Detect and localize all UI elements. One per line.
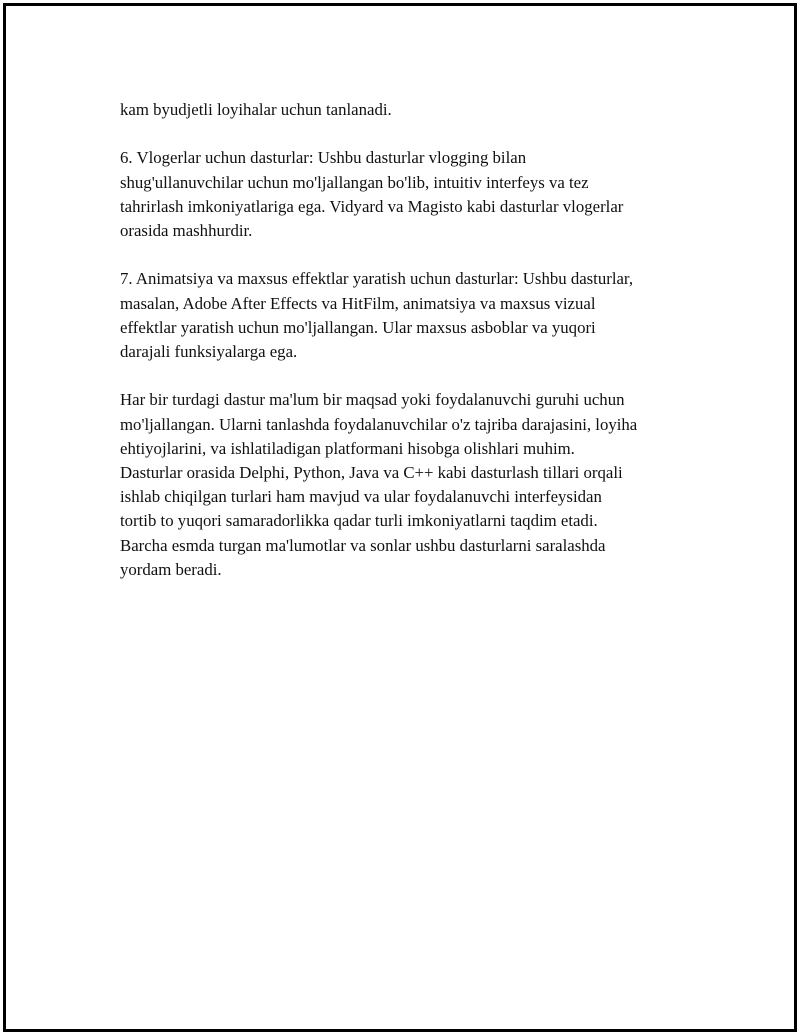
text-line: tahrirlash imkoniyatlariga ega. Vidyard va Magisto kabi dasturlar vlogerlar	[120, 196, 624, 216]
text-line: kam byudjetli loyihalar uchun tanlanadi.	[120, 100, 392, 119]
text-line: masalan, Adobe After Effects va HitFilm, animatsiya va maxsus vizual	[120, 293, 596, 313]
text-line: Barcha esmda turgan ma'lumotlar va sonlar ushbu dasturlarni saralashda	[120, 535, 606, 555]
document-body	[120, 98, 710, 606]
paragraph-vlogger-software	[120, 146, 710, 243]
text-line: Har bir turdagi dastur ma'lum bir maqsad yoki foydalanuvchi guruhi uchun	[120, 390, 625, 410]
paragraph-summary	[120, 388, 710, 582]
text-line: yordam beradi.	[120, 559, 222, 579]
page	[3, 3, 797, 1032]
text-line: 7. Animatsiya va maxsus effektlar yaratish uchun dasturlar: Ushbu dasturlar,	[120, 269, 634, 289]
text-line: ehtiyojlarini, va ishlatiladigan platformani hisobga olishlari muhim.	[120, 438, 575, 458]
paragraph-animation-software	[120, 267, 710, 364]
paragraph-continuation	[120, 98, 710, 122]
text-line: orasida mashhurdir.	[120, 221, 253, 240]
text-line: effektlar yaratish uchun mo'ljallangan. Ular maxsus asboblar va yuqori	[120, 317, 596, 337]
text-line: ishlab chiqilgan turlari ham mavjud va ular foydalanuvchi interfeysidan	[120, 487, 602, 507]
text-line: shug'ullanuvchilar uchun mo'ljallangan bo'lib, intuitiv interfeys va tez	[120, 172, 589, 192]
text-line: tortib to yuqori samaradorlikka qadar turli imkoniyatlarni taqdim etadi.	[120, 511, 598, 531]
text-line: mo'ljallangan. Ularni tanlashda foydalanuvchilar o'z tajriba darajasini, loyiha	[120, 414, 638, 434]
text-line: darajali funksiyalarga ega.	[120, 342, 298, 361]
text-line: 6. Vlogerlar uchun dasturlar: Ushbu dasturlar vlogging bilan	[120, 148, 527, 168]
text-line: Dasturlar orasida Delphi, Python, Java va C++ kabi dasturlash tillari orqali	[120, 463, 623, 482]
